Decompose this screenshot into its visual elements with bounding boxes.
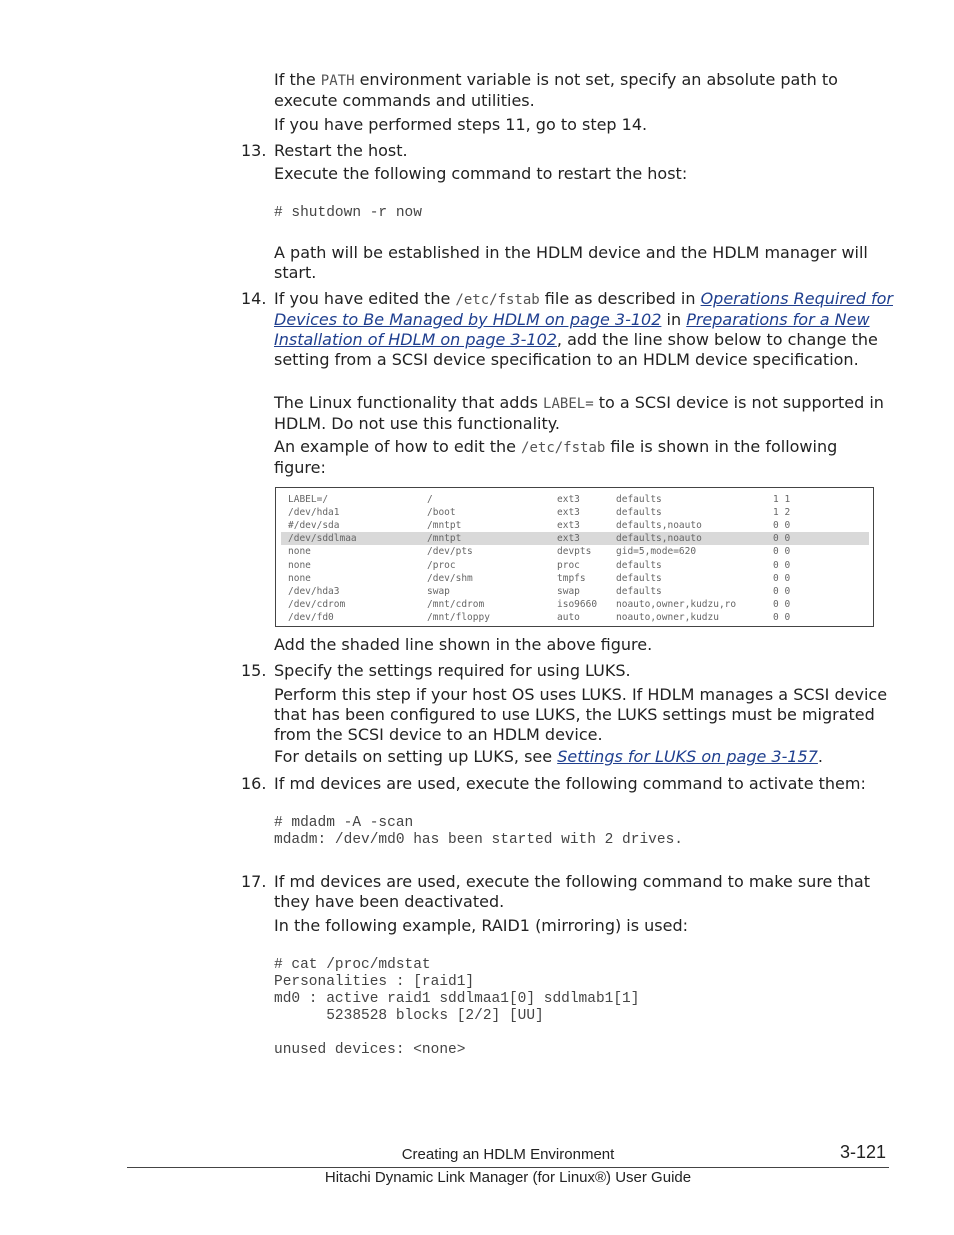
fstab-cell-dev: /dev/hda1 (288, 507, 340, 519)
fstab-code-2: /etc/fstab (521, 440, 606, 456)
preparations-link[interactable]: Preparations for a New Installation of HDLM on page 3-102 (274, 310, 870, 349)
fstab-cell-mount: /boot (427, 507, 456, 519)
step-16-title: If md devices are used, execute the following command to activate them: (274, 774, 866, 793)
fstab-cell-dump: 0 0 (773, 585, 791, 597)
fstab-cell-dump: 1 1 (773, 494, 791, 505)
fstab-cell-mount: /mnt/cdrom (427, 598, 485, 610)
fstab-cell-dump: 0 0 (773, 533, 791, 545)
step-15-number: 15. (241, 661, 267, 680)
fstab-row (276, 585, 873, 598)
fstab-cell-opts: defaults,noauto (616, 533, 702, 545)
footer-divider (127, 1167, 889, 1168)
fstab-cell-opts: defaults (616, 494, 662, 505)
fstab-cell-mount: /dev/shm (427, 572, 473, 584)
fstab-cell-mount: /mnt/floppy (427, 611, 490, 623)
label-code: LABEL= (543, 396, 594, 412)
fstab-cell-opts: defaults (616, 507, 662, 519)
fstab-cell-dump: 1 2 (773, 507, 791, 519)
fstab-row (276, 493, 873, 506)
fstab-cell-mount: /dev/pts (427, 546, 473, 558)
fstab-cell-fs: ext3 (557, 494, 580, 505)
luks-details: For details on setting up LUKS, see Settings for LUKS on page 3-157. (274, 747, 823, 766)
fstab-row (276, 506, 873, 519)
fstab-cell-dump: 0 0 (773, 559, 791, 571)
step-14-number: 14. (241, 289, 267, 308)
fstab-cell-fs: devpts (557, 546, 592, 558)
fstab-cell-opts: defaults (616, 559, 662, 571)
luks-link[interactable]: Settings for LUKS on page 3-157 (557, 747, 818, 766)
footer-page-number: 3-121 (840, 1142, 887, 1162)
fstab-cell-fs: proc (557, 559, 580, 571)
fstab-row (276, 572, 873, 585)
step-15-paragraph: Perform this step if your host OS uses LUKS. If HDLM manages a SCSI device that has been configured to use LUKS, the LUKS settings must be migrated from the SCSI device to an HDLM device. (274, 685, 888, 744)
fstab-cell-dev: /dev/cdrom (288, 598, 346, 610)
fstab-cell-dev: none (288, 559, 311, 571)
fstab-cell-fs: iso9660 (557, 598, 598, 610)
step-16-number: 16. (241, 774, 267, 793)
fstab-cell-fs: ext3 (557, 507, 580, 519)
fstab-row (276, 559, 873, 572)
fstab-cell-mount: /proc (427, 559, 456, 571)
mdstat-command: # cat /proc/mdstat Personalities : [raid1] md0 : active raid1 sddlmaa1[0] sddlmab1[1] 5238528 blocks [2/2] [UU] unused devices: <none> (274, 957, 640, 1058)
fstab-cell-dev: /dev/hda3 (288, 585, 340, 597)
fstab-row (276, 519, 873, 532)
fstab-cell-dump: 0 0 (773, 572, 791, 584)
fstab-row (276, 611, 873, 624)
fstab-cell-dump: 0 0 (773, 611, 791, 623)
fstab-code: /etc/fstab (455, 292, 540, 308)
fstab-cell-fs: ext3 (557, 533, 580, 545)
step-13-instruction: Execute the following command to restart the host: (274, 164, 688, 183)
step-17-number: 17. (241, 872, 267, 891)
figure-caption: Add the shaded line shown in the above figure. (274, 635, 653, 654)
fstab-cell-fs: auto (557, 611, 580, 623)
fstab-cell-dev: LABEL=/ (288, 494, 329, 505)
step-15-title: Specify the settings required for using LUKS. (274, 661, 631, 680)
fstab-cell-dump: 0 0 (773, 546, 791, 558)
fstab-cell-fs: tmpfs (557, 572, 586, 584)
fstab-cell-opts: defaults,noauto (616, 520, 702, 532)
fstab-cell-fs: swap (557, 585, 580, 597)
path-note: If the PATH environment variable is not set, specify an absolute path to execute commands and utilities. (274, 70, 838, 110)
fstab-cell-dev: none (288, 546, 311, 558)
label-note: The Linux functionality that adds LABEL= to a SCSI device is not supported in HDLM. Do not use this functionality. (274, 393, 884, 433)
fstab-cell-dump: 0 0 (773, 598, 791, 610)
fstab-cell-dump: 0 0 (773, 520, 791, 532)
step-13-result: A path will be established in the HDLM device and the HDLM manager will start. (274, 243, 868, 282)
fstab-cell-mount: swap (427, 585, 450, 597)
operations-link[interactable]: Operations Required for Devices to Be Managed by HDLM on page 3-102 (274, 289, 893, 329)
fstab-cell-fs: ext3 (557, 520, 580, 532)
fstab-example-intro: An example of how to edit the /etc/fstab file is shown in the following figure: (274, 437, 838, 477)
fstab-cell-dev: /dev/sddlmaa (288, 533, 357, 545)
fstab-cell-opts: defaults (616, 585, 662, 597)
fstab-cell-mount: /mntpt (427, 533, 462, 545)
steps-note: If you have performed steps 11, go to step 14. (274, 115, 648, 134)
step-17-title: If md devices are used, execute the following command to make sure that they have been deactivated. (274, 872, 870, 911)
fstab-row-shaded (281, 532, 869, 545)
fstab-cell-mount: / (427, 494, 433, 505)
path-code: PATH (320, 73, 355, 89)
footer-section-title: Creating an HDLM Environment (401, 1146, 615, 1163)
fstab-cell-opts: noauto,owner,kudzu (616, 611, 719, 623)
fstab-row (276, 545, 873, 558)
fstab-cell-dev: /dev/fd0 (288, 611, 334, 623)
fstab-cell-dev: none (288, 572, 311, 584)
fstab-row (276, 598, 873, 611)
fstab-cell-dev: #/dev/sda (288, 520, 340, 532)
mdadm-command: # mdadm -A -scan mdadm: /dev/md0 has been started with 2 drives. (274, 815, 683, 848)
step-17-instruction: In the following example, RAID1 (mirroring) is used: (274, 916, 689, 935)
fstab-cell-mount: /mntpt (427, 520, 462, 532)
fstab-cell-opts: noauto,owner,kudzu,ro (616, 598, 737, 610)
step-13-number: 13. (241, 141, 267, 160)
fstab-figure (275, 487, 874, 627)
shutdown-command: # shutdown -r now (274, 205, 422, 221)
step-14-paragraph: If you have edited the /etc/fstab file as described in Operations Required for Devices to Be Managed by HDLM on page 3-102 in Preparations for a New Installation of HDLM on page 3-102, add the line show below to change the setting from a SCSI device specification to an HDLM device specification. (274, 289, 893, 369)
footer-book-title: Hitachi Dynamic Link Manager (for Linux®) User Guide (324, 1169, 692, 1186)
fstab-cell-opts: defaults (616, 572, 662, 584)
step-13-title: Restart the host. (274, 141, 408, 160)
fstab-cell-opts: gid=5,mode=620 (616, 546, 697, 558)
